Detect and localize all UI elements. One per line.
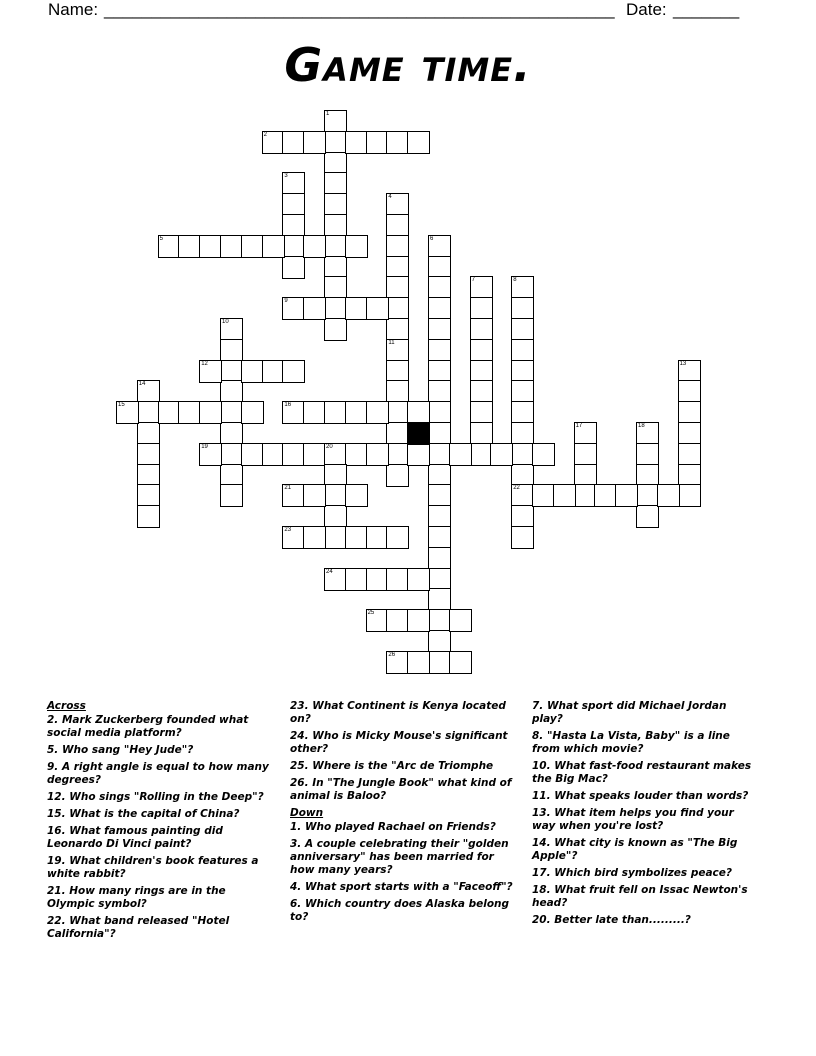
grid-cell[interactable] [678, 401, 701, 424]
grid-cell[interactable] [137, 401, 160, 424]
grid-cell[interactable] [636, 464, 659, 487]
clue: 11. What speaks louder than words? [532, 790, 749, 802]
grid-cell[interactable] [428, 339, 451, 362]
clue-number: 5 [159, 235, 163, 242]
clue-number: 18 [638, 423, 645, 429]
grid-cell[interactable] [407, 401, 430, 424]
grid-cell[interactable] [574, 443, 597, 466]
grid-cell[interactable] [470, 297, 493, 320]
grid-cell[interactable] [470, 443, 493, 466]
grid-cell[interactable] [282, 401, 305, 424]
grid-cell[interactable] [678, 422, 701, 445]
grid-cell[interactable] [366, 568, 389, 591]
clue-number: 9 [284, 298, 288, 305]
grid-cell[interactable] [407, 131, 430, 154]
clue: 8. "Hasta La Vista, Baby" is a line from which movie? [532, 730, 730, 755]
clue-number: 6 [430, 235, 434, 242]
grid-cell[interactable] [324, 401, 347, 424]
clue-number: 23 [284, 527, 292, 533]
grid-cell[interactable] [449, 443, 472, 466]
grid-cell[interactable] [137, 443, 160, 466]
clue-number: 19 [201, 443, 208, 450]
grid-cell[interactable] [345, 484, 368, 507]
grid-cell[interactable] [178, 235, 201, 258]
clue: 9. A right angle is equal to how many degrees? [47, 761, 269, 786]
grid-cell[interactable] [324, 235, 347, 258]
grid-cell[interactable] [282, 256, 305, 279]
clue-number: 1 [326, 111, 330, 117]
clue-number: 21 [284, 485, 292, 492]
grid-cell[interactable] [470, 422, 493, 445]
across-heading: Across [47, 700, 86, 712]
grid-cell[interactable] [386, 651, 409, 674]
grid-cell[interactable] [366, 131, 389, 154]
name-line[interactable]: ______________________________________________________ [104, 0, 615, 19]
grid-cell[interactable] [428, 422, 451, 445]
grid-cell[interactable] [137, 422, 160, 445]
grid-cell[interactable] [574, 484, 597, 507]
grid-cell[interactable] [428, 547, 451, 570]
grid-cell[interactable] [137, 505, 160, 528]
grid-cell[interactable] [220, 380, 243, 403]
grid-cell[interactable] [428, 526, 451, 549]
grid-cell[interactable] [262, 235, 285, 258]
grid-cell[interactable] [282, 297, 305, 320]
grid-cell[interactable] [615, 484, 638, 507]
grid-cell[interactable] [345, 401, 368, 424]
grid-cell[interactable] [428, 588, 451, 611]
grid-cell[interactable] [324, 172, 347, 195]
grid-cell[interactable] [241, 360, 264, 383]
grid-cell[interactable] [470, 401, 493, 424]
grid-cell[interactable] [511, 318, 534, 341]
clue: 23. What Continent is Kenya located on? [290, 700, 506, 725]
clue-number: 25 [367, 610, 375, 617]
grid-cell[interactable] [366, 526, 389, 549]
clue-number: 8 [513, 277, 517, 284]
clues-column-2 [290, 700, 515, 928]
grid-cell[interactable] [220, 339, 243, 362]
grid-cell[interactable] [532, 484, 555, 507]
grid-cell[interactable] [366, 609, 389, 632]
clue: 21. How many rings are in the Olympic symbol? [47, 885, 226, 910]
clue-number: 4 [388, 194, 392, 201]
page-title: Game time. [284, 38, 532, 92]
clue: 2. Mark Zuckerberg founded what social media platform? [47, 714, 249, 739]
grid-cell[interactable] [490, 443, 513, 466]
grid-cell[interactable] [428, 401, 451, 424]
grid-cell[interactable] [303, 235, 326, 258]
clue: 5. Who sang "Hey Jude"? [47, 744, 194, 756]
grid-cell[interactable] [199, 443, 222, 466]
grid-cell[interactable] [220, 464, 243, 487]
grid-cell[interactable] [282, 235, 305, 258]
grid-cell[interactable] [303, 401, 326, 424]
clue: 13. What item helps you find your way when you're lost? [532, 807, 734, 832]
grid-cell[interactable] [386, 568, 409, 591]
grid-cell[interactable] [324, 464, 347, 487]
clue: 15. What is the capital of China? [47, 808, 240, 820]
grid-cell[interactable] [428, 297, 451, 320]
clue-number: 22 [513, 485, 520, 492]
grid-cell[interactable] [636, 422, 659, 445]
grid-cell[interactable] [324, 526, 347, 549]
clue: 22. What band released "Hotel California"? [47, 915, 230, 940]
grid-cell[interactable] [386, 297, 409, 320]
grid-cell[interactable] [386, 235, 409, 258]
grid-cell[interactable] [428, 380, 451, 403]
grid-cell[interactable] [636, 484, 659, 507]
grid-cell[interactable] [428, 276, 451, 299]
grid-cell[interactable] [386, 422, 409, 445]
grid-cell[interactable] [282, 172, 305, 195]
grid-cell[interactable] [386, 464, 409, 487]
grid-cell[interactable] [470, 318, 493, 341]
grid-cell[interactable] [324, 484, 347, 507]
grid-cell[interactable] [386, 131, 409, 154]
clue-number: 12 [201, 360, 208, 367]
grid-cell[interactable] [282, 443, 305, 466]
grid-cell[interactable] [345, 131, 368, 154]
clue: 14. What city is known as "The Big Apple"? [532, 837, 738, 862]
grid-cell[interactable] [428, 568, 451, 591]
clue-number: 7 [471, 277, 475, 284]
grid-cell[interactable] [511, 422, 534, 445]
grid-cell[interactable] [428, 651, 451, 674]
grid-cell[interactable] [178, 401, 201, 424]
grid-cell[interactable] [449, 651, 472, 674]
grid-cell[interactable] [199, 401, 222, 424]
grid-cell[interactable] [158, 235, 181, 258]
clue: 12. Who sings "Rolling in the Deep"? [47, 791, 264, 803]
grid-cell[interactable] [532, 443, 555, 466]
clue-number: 20 [326, 443, 333, 450]
clue: 24. Who is Micky Mouse's significant other? [290, 730, 508, 755]
grid-cell[interactable] [324, 568, 347, 591]
grid-cell[interactable] [324, 214, 347, 237]
clue: 3. A couple celebrating their "golden anniversary" has been married for how many years? [290, 838, 509, 876]
grid-cell[interactable] [449, 609, 472, 632]
grid-cell[interactable] [324, 110, 347, 133]
date-label: Date: [626, 0, 667, 19]
clue-number: 2 [263, 131, 267, 138]
grid-cell[interactable] [678, 380, 701, 403]
grid-cell[interactable] [511, 526, 534, 549]
grid-cell[interactable] [470, 360, 493, 383]
grid-cell[interactable] [345, 443, 368, 466]
grid-cell[interactable] [428, 443, 451, 466]
clue: 26. In "The Jungle Book" what kind of animal is Baloo? [290, 777, 512, 802]
grid-cell[interactable] [158, 401, 181, 424]
grid-cell[interactable] [428, 484, 451, 507]
grid-cell[interactable] [511, 297, 534, 320]
grid-cell[interactable] [220, 484, 243, 507]
grid-cell[interactable] [553, 484, 576, 507]
name-label: Name: [48, 0, 99, 19]
grid-cell[interactable] [386, 339, 409, 362]
grid-cell[interactable] [324, 152, 347, 175]
grid-cell[interactable] [282, 214, 305, 237]
grid-cell[interactable] [303, 131, 326, 154]
grid-cell[interactable] [511, 339, 534, 362]
clues-column-3 [532, 700, 757, 931]
grid-cell[interactable] [428, 630, 451, 653]
clue-number: 16 [284, 402, 292, 409]
grid-cell[interactable] [220, 443, 243, 466]
grid-cell[interactable] [282, 484, 305, 507]
grid-cell[interactable] [511, 505, 534, 528]
clue: 16. What famous painting did Leonardo Di Vinci paint? [47, 825, 223, 850]
grid-cell[interactable] [386, 276, 409, 299]
grid-cell[interactable] [428, 235, 451, 258]
grid-cell[interactable] [386, 443, 409, 466]
grid-cell[interactable] [220, 318, 243, 341]
grid-cell[interactable] [511, 360, 534, 383]
grid-cell[interactable] [324, 318, 347, 341]
grid-cell[interactable] [324, 131, 347, 154]
grid-cell[interactable] [511, 276, 534, 299]
clue-number: 14 [138, 381, 146, 388]
grid-cell[interactable] [574, 464, 597, 487]
grid-cell[interactable] [282, 193, 305, 216]
clue: 4. What sport starts with a "Faceoff"? [290, 881, 513, 893]
grid-cell[interactable] [262, 131, 285, 154]
clue-number: 11 [388, 339, 395, 346]
grid-cell[interactable] [657, 484, 680, 507]
grid-cell[interactable] [386, 609, 409, 632]
clue-number: 24 [326, 568, 333, 575]
grid-cell[interactable] [428, 505, 451, 528]
grid-cell[interactable] [324, 256, 347, 279]
clue-number: 26 [388, 651, 396, 658]
grid-cell[interactable] [345, 235, 368, 258]
grid-cell[interactable] [324, 505, 347, 528]
grid-cell[interactable] [220, 360, 243, 383]
grid-cell[interactable] [386, 401, 409, 424]
grid-cell[interactable] [407, 568, 430, 591]
clue: 25. Where is the "Arc de Triomphe [290, 760, 494, 772]
grid-cell[interactable] [470, 380, 493, 403]
grid-cell[interactable] [678, 443, 701, 466]
grid-cell[interactable] [511, 484, 534, 507]
grid-cell[interactable] [366, 401, 389, 424]
down-heading: Down [290, 807, 324, 819]
clue: 19. What children's book features a white rabbit? [47, 855, 259, 880]
grid-cell[interactable] [428, 318, 451, 341]
grid-cell[interactable] [241, 443, 264, 466]
grid-cell[interactable] [324, 297, 347, 320]
grid-cell[interactable] [137, 464, 160, 487]
black-cell [407, 422, 430, 445]
grid-cell[interactable] [386, 214, 409, 237]
clue-number: 17 [575, 423, 583, 429]
date-line[interactable]: _______ [673, 0, 740, 19]
clue-number: 13 [679, 360, 687, 367]
grid-cell[interactable] [137, 380, 160, 403]
grid-cell[interactable] [324, 443, 347, 466]
clue: 18. What fruit fell on Issac Newton's head? [532, 884, 748, 909]
grid-cell[interactable] [678, 464, 701, 487]
grid-cell[interactable] [636, 443, 659, 466]
grid-cell[interactable] [407, 609, 430, 632]
grid-cell[interactable] [511, 401, 534, 424]
clue: 7. What sport did Michael Jordan play? [532, 700, 727, 725]
grid-cell[interactable] [241, 235, 264, 258]
grid-cell[interactable] [220, 235, 243, 258]
grid-cell[interactable] [428, 360, 451, 383]
grid-cell[interactable] [282, 131, 305, 154]
grid-cell[interactable] [678, 484, 701, 507]
grid-cell[interactable] [386, 526, 409, 549]
grid-cell[interactable] [324, 193, 347, 216]
grid-cell[interactable] [303, 443, 326, 466]
grid-cell[interactable] [241, 401, 264, 424]
grid-cell[interactable] [282, 526, 305, 549]
grid-cell[interactable] [282, 360, 305, 383]
grid-cell[interactable] [366, 297, 389, 320]
clue: 10. What fast-food restaurant makes the Big Mac? [532, 760, 752, 785]
grid-cell[interactable] [116, 401, 139, 424]
grid-cell[interactable] [470, 276, 493, 299]
grid-cell[interactable] [407, 651, 430, 674]
grid-cell[interactable] [386, 318, 409, 341]
grid-cell[interactable] [386, 380, 409, 403]
clue-number: 10 [222, 319, 229, 325]
clue-number: 3 [284, 173, 288, 180]
grid-cell[interactable] [511, 380, 534, 403]
grid-cell[interactable] [366, 443, 389, 466]
grid-cell[interactable] [262, 443, 285, 466]
grid-cell[interactable] [386, 256, 409, 279]
grid-cell[interactable] [199, 360, 222, 383]
grid-cell[interactable] [262, 360, 285, 383]
grid-cell[interactable] [303, 526, 326, 549]
grid-cell[interactable] [470, 339, 493, 362]
clues-column-1 [47, 700, 272, 945]
grid-cell[interactable] [678, 360, 701, 383]
grid-cell[interactable] [220, 422, 243, 445]
grid-cell[interactable] [220, 401, 243, 424]
clue: 20. Better late than.........? [532, 914, 691, 926]
grid-cell[interactable] [137, 484, 160, 507]
grid-cell[interactable] [428, 609, 451, 632]
grid-cell[interactable] [345, 526, 368, 549]
clue-number: 15 [118, 402, 125, 409]
clue: 1. Who played Rachael on Friends? [290, 821, 496, 833]
grid-cell[interactable] [345, 297, 368, 320]
grid-cell[interactable] [574, 422, 597, 445]
clue: 17. Which bird symbolizes peace? [532, 867, 732, 879]
grid-cell[interactable] [303, 297, 326, 320]
grid-cell[interactable] [594, 484, 617, 507]
grid-cell[interactable] [428, 464, 451, 487]
grid-cell[interactable] [386, 360, 409, 383]
grid-cell[interactable] [636, 505, 659, 528]
grid-cell[interactable] [345, 568, 368, 591]
grid-cell[interactable] [511, 443, 534, 466]
grid-cell[interactable] [407, 443, 430, 466]
grid-cell[interactable] [199, 235, 222, 258]
grid-cell[interactable] [324, 276, 347, 299]
clue: 6. Which country does Alaska belong to? [290, 898, 510, 923]
grid-cell[interactable] [428, 256, 451, 279]
grid-cell[interactable] [386, 193, 409, 216]
grid-cell[interactable] [511, 464, 534, 487]
grid-cell[interactable] [303, 484, 326, 507]
